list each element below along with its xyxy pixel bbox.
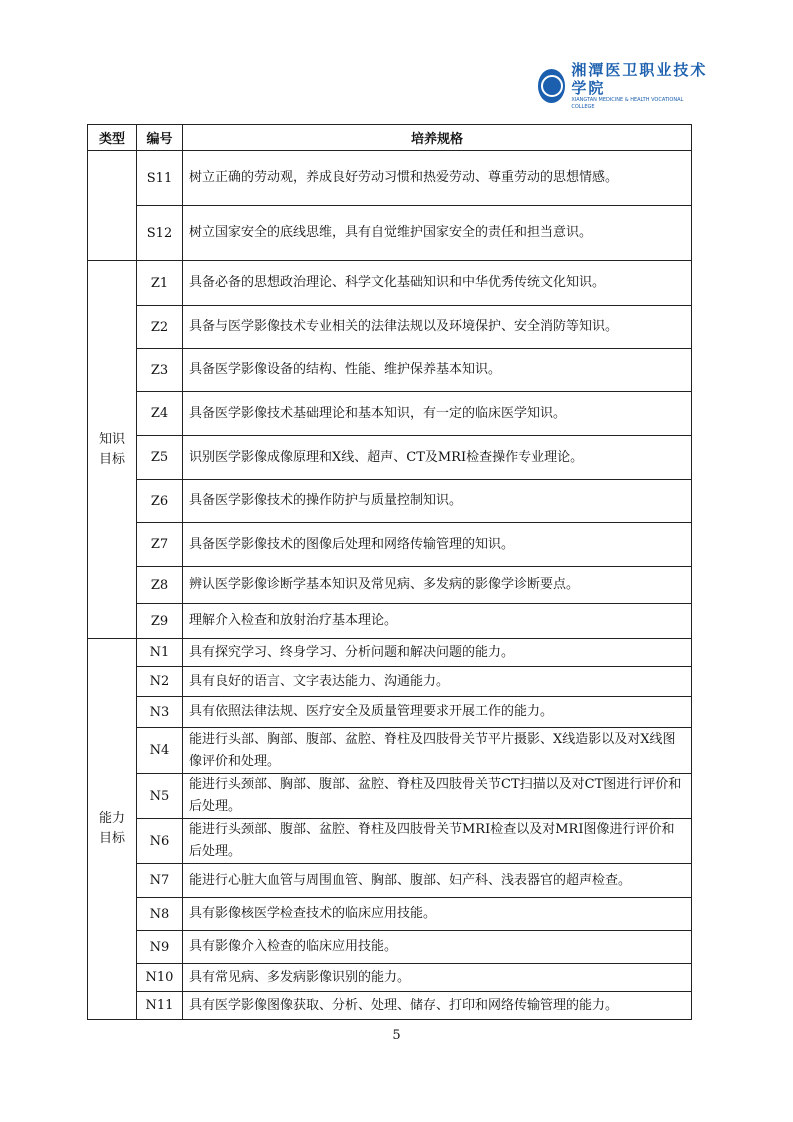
header-type: 类型 <box>88 125 137 151</box>
spec-cell: 具有影像核医学检查技术的临床应用技能。 <box>183 898 692 931</box>
table-row <box>88 774 692 819</box>
spec-cell: 具备医学影像技术的图像后处理和网络传输管理的知识。 <box>183 523 692 567</box>
spec-cell: 具有良好的语言、文字表达能力、沟通能力。 <box>183 667 692 697</box>
spec-cell: 具有依照法律法规、医疗安全及质量管理要求开展工作的能力。 <box>183 697 692 728</box>
table-row <box>88 306 692 349</box>
header-spec: 培养规格 <box>183 125 692 151</box>
table-row <box>88 436 692 480</box>
category-cell: 能力 目标 <box>88 639 137 1020</box>
code-cell: Z3 <box>137 349 183 392</box>
college-seal-icon <box>538 69 565 103</box>
spec-cell: 具备医学影像技术的操作防护与质量控制知识。 <box>183 480 692 523</box>
table-row <box>88 639 692 667</box>
table-row <box>88 898 692 931</box>
logo-name-en: XIANGTAN MEDICINE & HEALTH VOCATIONAL COLLEGE <box>571 97 684 110</box>
code-cell: N1 <box>137 639 183 667</box>
table-row <box>88 819 692 864</box>
code-cell: N2 <box>137 667 183 697</box>
table-row <box>88 992 692 1020</box>
table-row <box>88 667 692 697</box>
logo-name-cn: 湘潭医卫职业技术学院 <box>571 61 708 97</box>
code-cell: Z8 <box>137 567 183 604</box>
code-cell: N6 <box>137 819 183 864</box>
code-cell: Z9 <box>137 604 183 639</box>
table-row <box>88 964 692 992</box>
code-cell: N7 <box>137 864 183 898</box>
table-row <box>88 480 692 523</box>
header-code: 编号 <box>137 125 183 151</box>
spec-cell: 能进行头颈部、腹部、盆腔、脊柱及四肢骨关节MRI检查以及对MRI图像进行评价和后处理。 <box>183 819 692 864</box>
table-row <box>88 151 692 206</box>
code-cell: Z2 <box>137 306 183 349</box>
table-row <box>88 697 692 728</box>
table-row <box>88 567 692 604</box>
code-cell: N5 <box>137 774 183 819</box>
code-cell: Z1 <box>137 261 183 306</box>
spec-cell: 能进行心脏大血管与周围血管、胸部、腹部、妇产科、浅表器官的超声检查。 <box>183 864 692 898</box>
code-cell: Z7 <box>137 523 183 567</box>
spec-cell: 具有探究学习、终身学习、分析问题和解决问题的能力。 <box>183 639 692 667</box>
code-cell: Z5 <box>137 436 183 480</box>
category-cell: 知识 目标 <box>88 261 137 639</box>
spec-cell: 辨认医学影像诊断学基本知识及常见病、多发病的影像学诊断要点。 <box>183 567 692 604</box>
spec-cell: 具有常见病、多发病影像识别的能力。 <box>183 964 692 992</box>
code-cell: Z4 <box>137 392 183 436</box>
category-cell <box>88 151 137 261</box>
spec-cell: 能进行头部、胸部、腹部、盆腔、脊柱及四肢骨关节平片摄影、X线造影以及对X线图像评价和处理。 <box>183 728 692 774</box>
table-row <box>88 931 692 964</box>
code-cell: S12 <box>137 206 183 261</box>
spec-cell: 识别医学影像成像原理和X线、超声、CT及MRI检查操作专业理论。 <box>183 436 692 480</box>
table-row <box>88 261 692 306</box>
code-cell: N8 <box>137 898 183 931</box>
page-number: 5 <box>392 1028 401 1043</box>
spec-cell: 具备医学影像技术基础理论和基本知识，有一定的临床医学知识。 <box>183 392 692 436</box>
code-cell: N11 <box>137 992 183 1020</box>
training-spec-table <box>87 124 692 1020</box>
spec-cell: 能进行头颈部、胸部、腹部、盆腔、脊柱及四肢骨关节CT扫描以及对CT图进行评价和后处理。 <box>183 774 692 819</box>
table-row <box>88 864 692 898</box>
code-cell: Z6 <box>137 480 183 523</box>
code-cell: N10 <box>137 964 183 992</box>
spec-cell: 树立正确的劳动观，养成良好劳动习惯和热爱劳动、尊重劳动的思想情感。 <box>183 151 692 206</box>
spec-cell: 具备医学影像设备的结构、性能、维护保养基本知识。 <box>183 349 692 392</box>
spec-cell: 理解介入检查和放射治疗基本理论。 <box>183 604 692 639</box>
spec-cell: 具备必备的思想政治理论、科学文化基础知识和中华优秀传统文化知识。 <box>183 261 692 306</box>
spec-cell: 具有医学影像图像获取、分析、处理、储存、打印和网络传输管理的能力。 <box>183 992 692 1020</box>
spec-cell: 树立国家安全的底线思维，具有自觉维护国家安全的责任和担当意识。 <box>183 206 692 261</box>
college-logo <box>538 61 708 110</box>
code-cell: S11 <box>137 151 183 206</box>
table-row <box>88 523 692 567</box>
code-cell: N4 <box>137 728 183 774</box>
spec-cell: 具有影像介入检查的临床应用技能。 <box>183 931 692 964</box>
table-row <box>88 349 692 392</box>
table-row <box>88 728 692 774</box>
spec-cell: 具备与医学影像技术专业相关的法律法规以及环境保护、安全消防等知识。 <box>183 306 692 349</box>
table-row <box>88 604 692 639</box>
code-cell: N9 <box>137 931 183 964</box>
table-row <box>88 206 692 261</box>
code-cell: N3 <box>137 697 183 728</box>
table-header <box>88 125 692 151</box>
table-row <box>88 392 692 436</box>
